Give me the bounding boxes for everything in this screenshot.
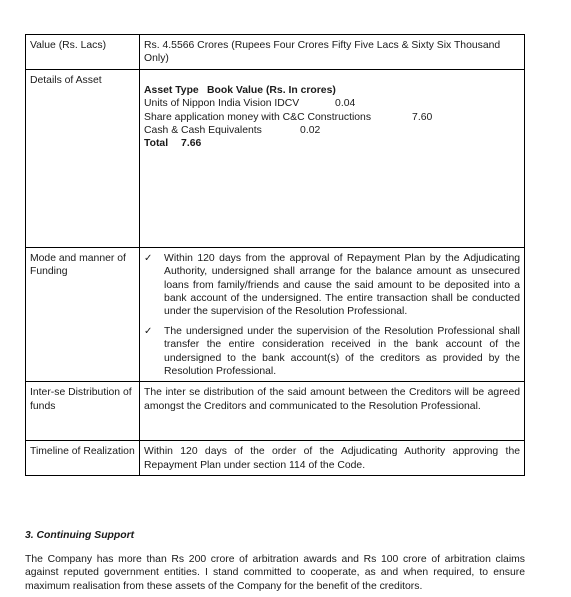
asset-name: Cash & Cash Equivalents — [144, 125, 262, 137]
bullet-text: Within 120 days from the approval of Repayment Plan by the Adjudicating Authority, undersigned shall arrange for the balance amount as unsecured loans from family/friends and cause the said amount to be deposited into a bank account of the undersigned. The entire transaction shall be conducted under the supervision of the Resolution Professional. — [164, 252, 520, 318]
bullet-text: The undersigned under the supervision of the Resolution Professional shall transfer the entire consideration received in the bank account of the undersigned to the bank account(s) of the creditors as provided by the Resolution Professional. — [164, 325, 520, 378]
asset-item — [144, 124, 520, 137]
row-label-timeline: Timeline of Realization — [26, 441, 140, 476]
row-label-details-of-asset: Details of Asset — [26, 69, 140, 247]
asset-item — [144, 97, 520, 110]
asset-value: 0.02 — [300, 125, 321, 137]
row-label-mode-of-funding: Mode and manner of Funding — [26, 247, 140, 382]
funding-bullet — [144, 325, 520, 379]
asset-total-row — [144, 137, 520, 150]
asset-type-header: Asset Type — [144, 84, 199, 96]
asset-item — [144, 111, 520, 124]
row-value-inter-se-distribution: The inter se distribution of the said amount between the Creditors will be agreed amongst the Creditors and communicated to the Resolution Professional. — [140, 382, 525, 441]
row-value-timeline: Within 120 days of the order of the Adjudicating Authority approving the Repayment Plan under section 114 of the Code. — [140, 441, 525, 476]
row-label-value: Value (Rs. Lacs) — [26, 35, 140, 70]
table-row-details-of-asset — [26, 69, 525, 247]
row-value-mode-of-funding — [140, 247, 525, 382]
row-value-value: Rs. 4.5566 Crores (Rupees Four Crores Fifty Five Lacs & Sixty Six Thousand Only) — [140, 35, 525, 70]
table-row-inter-se-distribution — [26, 382, 525, 441]
total-label: Total — [144, 138, 169, 150]
checkmark-icon: ✓ — [144, 252, 153, 264]
row-label-inter-se-distribution: Inter-se Distribution of funds — [26, 382, 140, 441]
total-value: 7.66 — [181, 138, 202, 150]
asset-list — [144, 84, 520, 151]
checkmark-icon: ✓ — [144, 325, 153, 337]
table-row-timeline — [26, 441, 525, 476]
repayment-details-table — [25, 34, 525, 476]
asset-header-row — [144, 84, 520, 97]
table-row-value — [26, 35, 525, 70]
section-heading: 3. Continuing Support — [25, 530, 135, 541]
section-paragraph: The Company has more than Rs 200 crore of arbitration awards and Rs 100 crore of arbitration claims against reputed government entities. I stand committed to cooperate, as and when required, to ensure maximum realisation from these assets of the Company for the benefit of the creditors. — [25, 554, 525, 592]
row-value-details-of-asset — [140, 69, 525, 247]
book-value-header: Book Value (Rs. In crores) — [207, 84, 336, 96]
asset-value: 0.04 — [335, 98, 356, 110]
asset-value: 7.60 — [412, 111, 433, 123]
asset-name: Units of Nippon India Vision IDCV — [144, 98, 300, 110]
asset-name: Share application money with C&C Constructions — [144, 111, 372, 123]
table-row-mode-of-funding — [26, 247, 525, 382]
funding-bullet — [144, 252, 520, 319]
